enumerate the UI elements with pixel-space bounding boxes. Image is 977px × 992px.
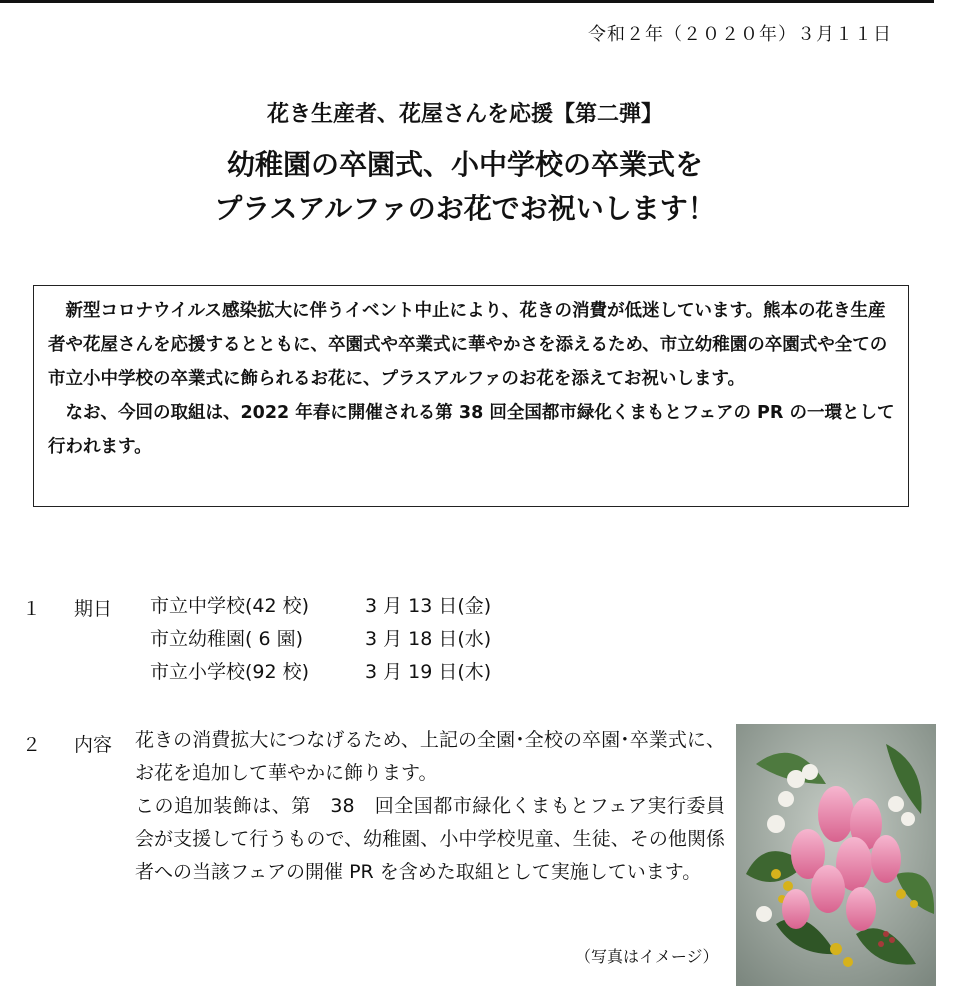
schedule-row xyxy=(150,588,491,624)
title-line-1: 幼稚園の卒園式、小中学校の卒業式を xyxy=(226,148,703,181)
summary-box xyxy=(33,285,909,507)
schedule-row xyxy=(150,621,491,657)
summary-paragraph-1: 新型コロナウイルス感染拡大に伴うイベント中止により、花きの消費が低迷しています。熊本の花き生産者や花屋さんを応援するとともに、卒園式や卒業式に華やかさを添えるため、市立幼稚園の卒園式や全ての市立小中学校の卒業式に飾られるお花に、プラスアルファのお花を添えてお祝いします。 xyxy=(48,301,888,389)
schedule-date: 3 月 19 日(木) xyxy=(365,661,492,683)
photo-caption: （写真はイメージ） xyxy=(575,947,719,966)
document-subtitle: 花き生産者、花屋さんを応援【第二弾】 xyxy=(266,102,663,127)
top-rule xyxy=(0,0,934,3)
document-date: 令和２年（２０２０年）３月１１日 xyxy=(588,24,892,45)
document-title xyxy=(0,143,930,231)
schedule-date: 3 月 18 日(水) xyxy=(365,628,492,650)
flower-bouquet-image xyxy=(736,724,936,986)
summary-paragraph-2: なお、今回の取組は、2022 年春に開催される第 38 回全国都市緑化くまもとフェアの PR の一環として行われます。 xyxy=(48,403,895,457)
section-2-number: ２ xyxy=(22,734,42,756)
content-paragraph-2: この追加装飾は、第 38 回全国都市緑化くまもとフェア実行委員会が支援して行うもので、幼稚園、小中学校児童、生徒、その他関係者への当該フェアの開催 PR を含めた取組として実施しています。 xyxy=(135,795,725,883)
section-1-number: １ xyxy=(22,598,42,620)
schedule-date: 3 月 13 日(金) xyxy=(365,595,492,617)
schedule-school: 市立幼稚園( 6 園) xyxy=(150,628,303,650)
section-2-content xyxy=(135,724,725,889)
content-paragraph-1: 花きの消費拡大につなげるため、上記の全園･全校の卒園･卒業式に、お花を追加して華やかに飾ります。 xyxy=(135,729,725,784)
schedule-school: 市立中学校(42 校) xyxy=(150,595,310,617)
section-1-label: 期日 xyxy=(74,598,113,620)
schedule-school: 市立小学校(92 校) xyxy=(150,661,310,683)
title-line-2: プラスアルファのお花でお祝いします！ xyxy=(214,192,716,225)
flower-bouquet-photo xyxy=(736,724,936,986)
schedule-row xyxy=(150,654,491,690)
section-2-label: 内容 xyxy=(74,734,113,756)
